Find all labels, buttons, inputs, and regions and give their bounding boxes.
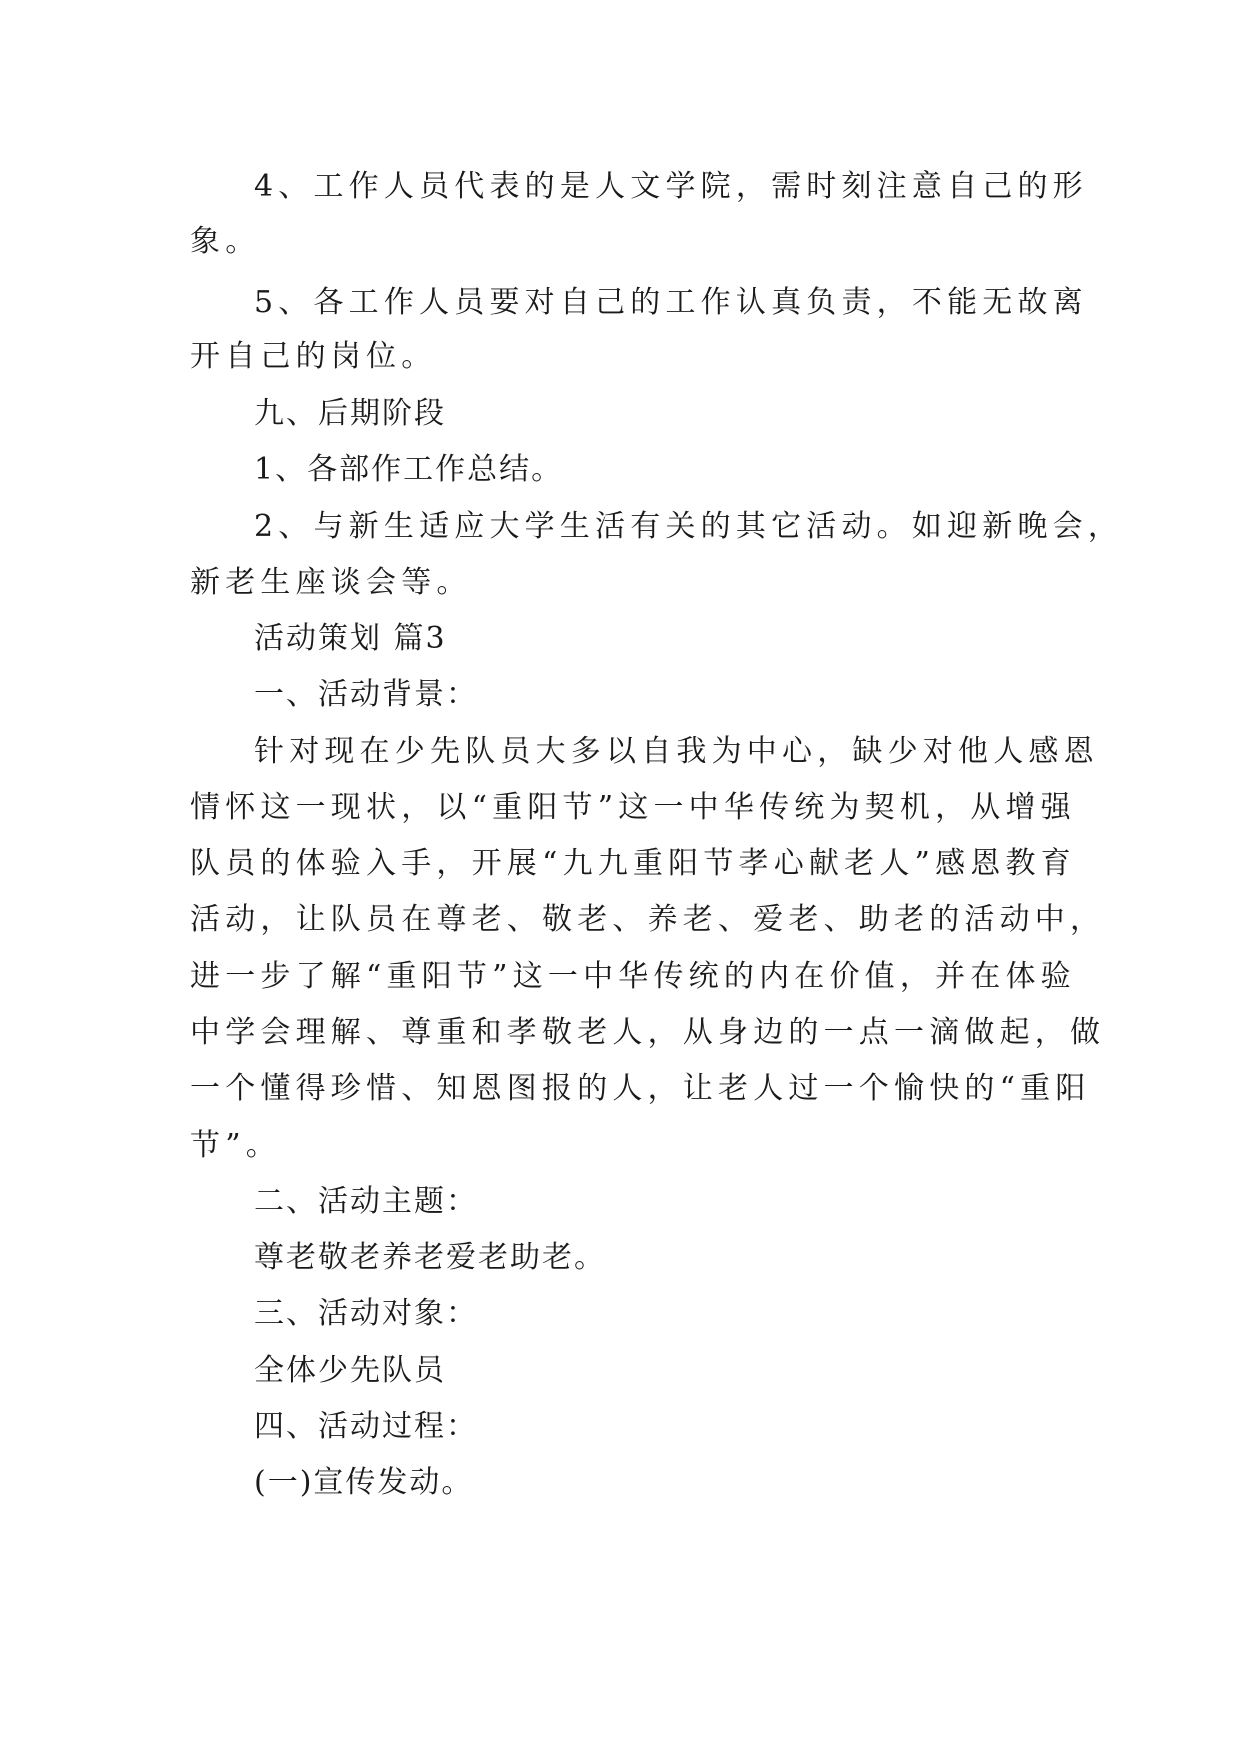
- paragraph-line: 针对现在少先队员大多以自我为中心，缺少对他人感恩: [254, 734, 1099, 769]
- paragraph-line: 5、各工作人员要对自己的工作认真负责，不能无故离: [254, 285, 1088, 320]
- paragraph-line: 情怀这一现状，以“重阳节”这一中华传统为契机，从增强: [190, 790, 1076, 825]
- paragraph-line: 新老生座谈会等。: [190, 565, 472, 600]
- section-heading: 九、后期阶段: [254, 396, 446, 431]
- paragraph-line: 队员的体验入手，开展“九九重阳节孝心献老人”感恩教育: [190, 846, 1076, 881]
- paragraph-line: 全体少先队员: [254, 1353, 446, 1388]
- paragraph-line: (一)宣传发动。: [254, 1465, 474, 1500]
- paragraph-line: 象。: [190, 224, 261, 259]
- section-heading: 二、活动主题：: [254, 1184, 478, 1219]
- paragraph-line: 2、与新生适应大学生活有关的其它活动。如迎新晚会，: [254, 509, 1124, 544]
- paragraph-line: 开自己的岗位。: [190, 339, 437, 374]
- paragraph-line: 4、工作人员代表的是人文学院，需时刻注意自己的形: [254, 169, 1088, 204]
- section-heading: 四、活动过程：: [254, 1409, 478, 1444]
- paragraph-line: 活动，让队员在尊老、敬老、养老、爱老、助老的活动中，: [190, 902, 1106, 937]
- section-heading: 一、活动背景：: [254, 677, 478, 712]
- paragraph-line: 一个懂得珍惜、知恩图报的人，让老人过一个愉快的“重阳: [190, 1071, 1091, 1106]
- paragraph-line: 尊老敬老养老爱老助老。: [254, 1240, 606, 1275]
- paragraph-line: 1、各部作工作总结。: [254, 452, 564, 487]
- section-heading: 三、活动对象：: [254, 1296, 478, 1331]
- section-title: 活动策划 篇3: [254, 621, 447, 656]
- paragraph-line: 中学会理解、尊重和孝敬老人，从身边的一点一滴做起，做: [190, 1015, 1106, 1050]
- paragraph-line: 进一步了解“重阳节”这一中华传统的内在价值，并在体验: [190, 959, 1076, 994]
- paragraph-line: 节”。: [190, 1128, 281, 1163]
